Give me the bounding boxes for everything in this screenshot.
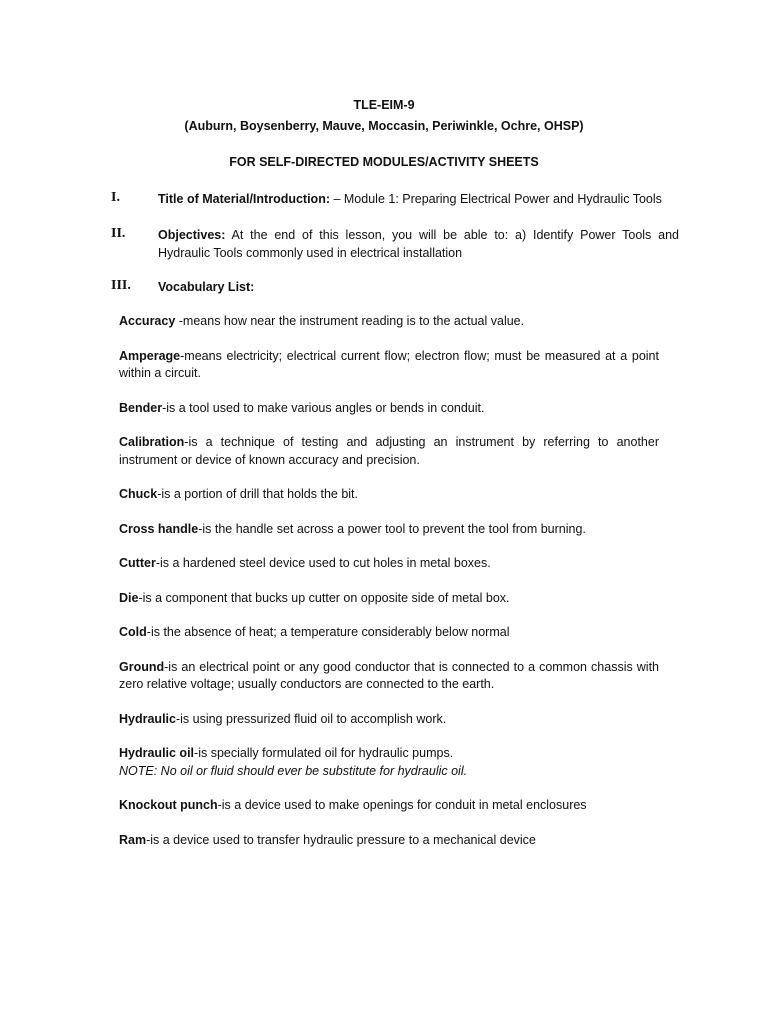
outline-numeral: II.	[111, 226, 126, 241]
section-list: (Auburn, Boysenberry, Mauve, Moccasin, Periwinkle, Ochre, OHSP)	[184, 119, 584, 133]
outline-text: – Module 1: Preparing Electrical Power and Hydraulic Tools	[330, 192, 662, 206]
vocabulary-term: Calibration	[119, 435, 185, 449]
vocabulary-definition: -is the absence of heat; a temperature considerably below normal	[146, 625, 510, 639]
vocabulary-entry	[119, 711, 659, 729]
vocabulary-definition: -means electricity; electrical current flow; electron flow; must be measured at a point within a circuit.	[119, 348, 659, 380]
outline-body	[158, 278, 679, 296]
outline-text: At the end of this lesson, you will be able to: a) Identify Power Tools and Hydraulic Tools commonly used in electrical installation	[158, 228, 679, 260]
vocabulary-term: Ram	[119, 832, 147, 847]
vocabulary-entry	[119, 659, 659, 694]
vocabulary-definition: -is specially formulated oil for hydraulic pumps.	[194, 746, 454, 760]
vocabulary-entry	[119, 555, 659, 573]
vocabulary-definition: -is an electrical point or any good conductor that is connected to a common chassis with zero relative voltage; usually conductors are connected to the earth.	[119, 659, 659, 691]
vocabulary-note: NOTE: No oil or fluid should ever be substitute for hydraulic oil.	[119, 763, 468, 778]
vocabulary-term: Amperage	[119, 348, 181, 363]
vocabulary-definition: -is a tool used to make various angles or bends in conduit.	[162, 400, 485, 415]
vocabulary-term: Cutter	[119, 556, 156, 570]
vocabulary-entry	[119, 797, 659, 815]
vocabulary-entry	[119, 313, 659, 331]
vocabulary-definition: -is a portion of drill that holds the bit.	[157, 487, 359, 501]
vocabulary-term: Cross handle	[119, 521, 199, 536]
vocabulary-term: Cold	[119, 625, 147, 639]
outline-label: Vocabulary List:	[158, 280, 255, 294]
document-title: FOR SELF-DIRECTED MODULES/ACTIVITY SHEETS	[229, 155, 539, 169]
vocabulary-entry	[119, 590, 659, 608]
vocabulary-term: Chuck	[119, 487, 158, 501]
vocabulary-definition: -is a device used to make openings for conduit in metal enclosures	[217, 798, 587, 812]
vocabulary-entry	[119, 624, 659, 642]
vocabulary-term: Knockout punch	[119, 798, 218, 812]
outline-body	[158, 190, 679, 208]
course-code: TLE-EIM-9	[353, 98, 415, 112]
vocabulary-definition: -means how near the instrument reading is to the actual value.	[175, 314, 525, 328]
vocabulary-term: Ground	[119, 659, 165, 674]
vocabulary-entry	[119, 521, 659, 539]
vocabulary-term: Die	[119, 590, 139, 605]
outline-numeral: III.	[111, 278, 131, 293]
vocabulary-entry	[119, 400, 659, 418]
vocabulary-list	[119, 313, 659, 866]
vocabulary-definition: -is a device used to transfer hydraulic pressure to a mechanical device	[146, 832, 536, 847]
vocabulary-term: Hydraulic oil	[119, 746, 195, 760]
vocabulary-definition: -is a hardened steel device used to cut holes in metal boxes.	[155, 556, 491, 570]
vocabulary-definition: -is a component that bucks up cutter on opposite side of metal box.	[138, 590, 510, 605]
vocabulary-entry	[119, 832, 659, 850]
vocabulary-entry	[119, 348, 659, 383]
outline-label: Title of Material/Introduction:	[158, 192, 330, 206]
vocabulary-definition: -is a technique of testing and adjusting an instrument by referring to another instrument or device of known accuracy and precision.	[119, 435, 659, 467]
vocabulary-entry	[119, 745, 659, 780]
vocabulary-term: Bender	[119, 400, 163, 415]
outline-label: Objectives:	[158, 228, 226, 242]
vocabulary-entry	[119, 486, 659, 504]
vocabulary-entry	[119, 434, 659, 469]
vocabulary-term: Hydraulic	[119, 711, 176, 726]
outline-body	[158, 226, 679, 262]
vocabulary-definition: -is using pressurized fluid oil to accomplish work.	[175, 711, 447, 726]
vocabulary-definition: -is the handle set across a power tool to prevent the tool from burning.	[198, 521, 586, 536]
vocabulary-term: Accuracy	[119, 314, 176, 328]
outline-numeral: I.	[111, 190, 120, 205]
